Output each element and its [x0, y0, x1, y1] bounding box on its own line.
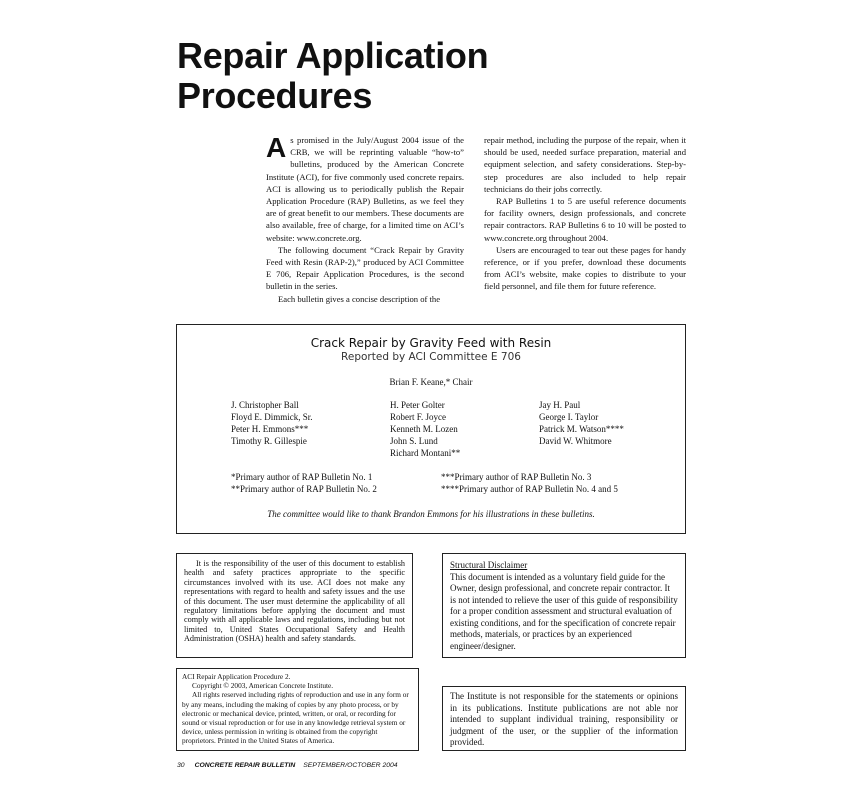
- title-line-1: Repair Application: [177, 35, 489, 76]
- publication-name: CONCRETE REPAIR BULLETIN: [194, 762, 296, 769]
- committee-names-col-1: [231, 399, 313, 447]
- committee-member: Timothy R. Gillespie: [231, 436, 307, 446]
- committee-member: Richard Montani**: [390, 448, 461, 458]
- footnotes-left: [231, 471, 377, 495]
- copyright-box: [176, 668, 419, 751]
- copyright-line-2: Copyright © 2003, American Concrete Institute.: [192, 681, 334, 691]
- committee-member: Jay H. Paul: [539, 400, 581, 410]
- drop-cap: A: [266, 132, 287, 163]
- structural-disclaimer-box: [442, 553, 686, 658]
- page-footer: [177, 762, 398, 769]
- committee-names-col-2: [390, 399, 460, 459]
- committee-member: John S. Lund: [390, 436, 438, 446]
- committee-box: [176, 324, 686, 534]
- responsibility-text: It is the responsibility of the user of this document to establish health and safety practices appropriate to the specific circumstances involved with its use. ACI does not make any representations with regard to health and safety issues and the use of this document. The user must determine the applicability of all regulatory limitations before applying the document and must comply with all applicable laws and regulations, including but not limited to, United States Occupational Safety and Health Administration (OSHA) health and safety standards.: [184, 559, 405, 644]
- disclaimer-heading: Structural Disclaimer: [450, 560, 528, 570]
- committee-member: J. Christopher Ball: [231, 400, 299, 410]
- committee-member: David W. Whitmore: [539, 436, 612, 446]
- copyright-line-3: All rights reserved including rights of reproduction and use in any form or by any means, including the making of copies by any photo process, or by electronic or mechanical device, printed, written, or oral, or recording for sound or visual reproduction or for use in any knowledge retrieval system or device, unless permission in writing is obtained from the copyright proprietors. Printed in the United States of America.: [182, 690, 409, 746]
- intro-paragraph-1: s promised in the July/August 2004 issue of the CRB, we will be reprinting valuable “how-to” bulletins, produced by the American Concrete Institute (ACI), for five commonly used concrete repairs. ACI is allowing us to periodically publish the Repair Application Procedure (RAP) Bulletins, as we feel they are of great benefit to our members. These documents are also available, free of charge, for a limited time on ACI’s website: www.concrete.org.: [266, 135, 464, 243]
- committee-member: H. Peter Golter: [390, 400, 445, 410]
- footnotes-right: [441, 471, 618, 495]
- footnote-2: **Primary author of RAP Bulletin No. 2: [231, 484, 377, 494]
- committee-member: Peter H. Emmons***: [231, 424, 309, 434]
- institute-notice-text: The Institute is not responsible for the statements or opinions in its publications. Institute publications are not able nor intended to supplant individual training, responsibility or judgment of the user, or the supplier of the information provided.: [450, 691, 678, 747]
- page-title: [177, 36, 488, 116]
- footnote-4: ****Primary author of RAP Bulletin No. 4 and 5: [441, 484, 618, 494]
- responsibility-box: [176, 553, 413, 658]
- title-line-2: Procedures: [177, 75, 373, 116]
- committee-thanks: The committee would like to thank Brandon Emmons for his illustrations in these bulletins.: [267, 509, 595, 519]
- committee-member: Kenneth M. Lozen: [390, 424, 458, 434]
- committee-names-col-3: [539, 399, 624, 447]
- intro-paragraph-4: repair method, including the purpose of the repair, when it should be used, needed surface preparation, material and equipment selection, and safety considerations. Step-by-step procedures are also included to help repair technicians do their jobs correctly.: [484, 135, 686, 194]
- intro-column-2: [484, 134, 686, 293]
- footnote-1: *Primary author of RAP Bulletin No. 1: [231, 472, 373, 482]
- committee-subtitle: Reported by ACI Committee E 706: [341, 351, 521, 363]
- committee-member: George I. Taylor: [539, 412, 599, 422]
- committee-member: Floyd E. Dimmick, Sr.: [231, 412, 313, 422]
- disclaimer-body: This document is intended as a voluntary field guide for the Owner, design professional, and concrete repair contractor. It is not intended to relieve the user of this guide of responsibility for a proper condition assessment and structural evaluation of existing conditions, and for the specification of concrete repair methods, materials, or practices by an experienced engineer/designer.: [450, 571, 678, 651]
- committee-chair: Brian F. Keane,* Chair: [389, 377, 473, 387]
- intro-paragraph-5: RAP Bulletins 1 to 5 are useful reference documents for facility owners, design professionals, and concrete repair contractors. RAP Bulletins 6 to 10 will be posted to www.concrete.org throughout 2004.: [484, 196, 686, 243]
- intro-paragraph-3: Each bulletin gives a concise description of the: [278, 293, 441, 304]
- issue-date: SEPTEMBER/OCTOBER 2004: [303, 762, 398, 769]
- page-number: 30: [177, 762, 185, 769]
- committee-title: Crack Repair by Gravity Feed with Resin: [310, 336, 552, 350]
- intro-paragraph-2: The following document “Crack Repair by Gravity Feed with Resin (RAP-2),” produced by ACI Committee E 706, Repair Application Procedures, is the second bulletin in the series.: [266, 244, 464, 292]
- intro-column-1: [266, 134, 464, 305]
- copyright-line-1: ACI Repair Application Procedure 2.: [182, 672, 291, 681]
- institute-notice-box: [442, 686, 686, 751]
- intro-paragraph-6: Users are encouraged to tear out these pages for handy reference, or if you prefer, download these documents from ACI’s website, make copies to distribute to your field personnel, and file them for future reference.: [484, 244, 686, 292]
- footnote-3: ***Primary author of RAP Bulletin No. 3: [441, 472, 592, 482]
- committee-member: Robert F. Joyce: [390, 412, 447, 422]
- committee-member: Patrick M. Watson****: [539, 424, 624, 434]
